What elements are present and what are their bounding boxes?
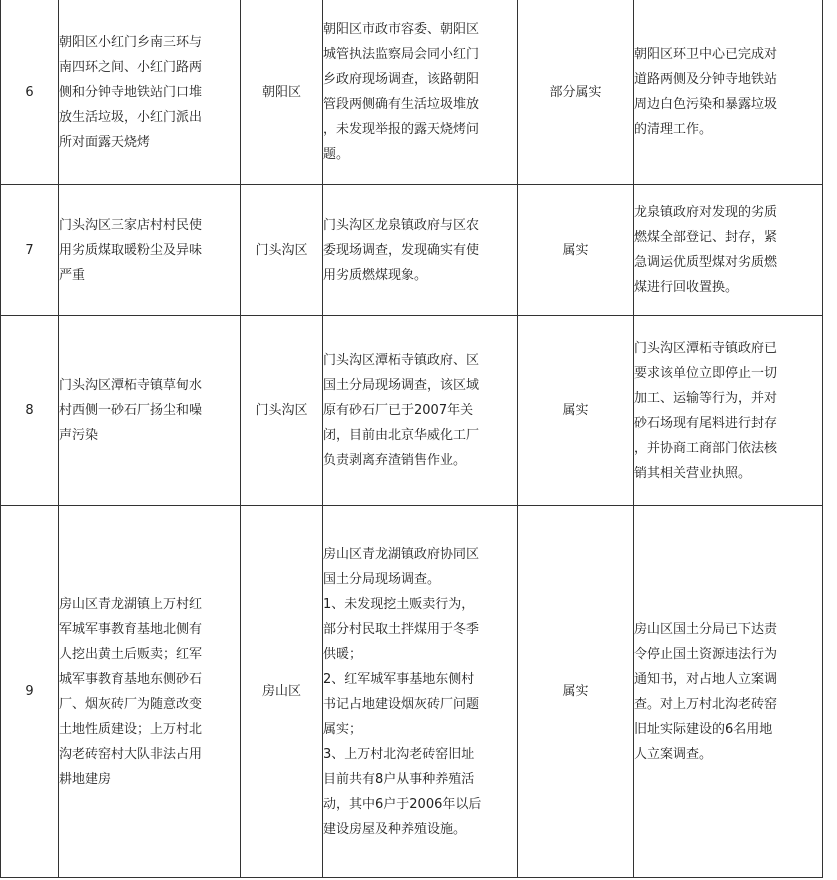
row-number-cell <box>1 185 59 316</box>
verdict-text: 属实 <box>562 242 589 258</box>
issue-text: 朝阳区小红门乡南三环与 南四环之间、小红门路两 侧和分钟寺地铁站门口堆 放生活垃圾，小红门派出 所对面露天烧烤 <box>59 34 203 150</box>
table-row <box>1 0 823 185</box>
issue-cell <box>59 316 241 506</box>
action-cell <box>634 0 823 185</box>
issue-cell <box>59 506 241 878</box>
row-number: 6 <box>25 84 34 100</box>
row-number: 9 <box>25 684 34 699</box>
action-text: 朝阳区环卫中心已完成对 道路两侧及分钟寺地铁站 周边白色污染和暴露垃圾 的清理工作。 <box>634 47 778 137</box>
table-row <box>1 316 823 506</box>
action-cell <box>634 316 823 506</box>
finding-cell <box>323 0 518 185</box>
finding-text: 房山区青龙湖镇政府协同区 国土分局现场调查。 1、未发现挖土贩卖行为， 部分村民取土拌煤用于冬季 供暖； 2、红军城军事基地东侧村 书记占地建设烟灰砖厂问题 属实； 3、上万村北沟老砖窑旧址 目前共有8户从事种养殖活 动，其中6户于2006年以后 建设房屋及种养殖设施。 <box>323 546 482 837</box>
finding-text: 门头沟区龙泉镇政府与区农 委现场调查，发现确实有使 用劣质燃煤现象。 <box>323 217 480 283</box>
district-text: 门头沟区 <box>255 242 308 258</box>
verdict-cell <box>518 0 634 185</box>
district-text: 朝阳区 <box>261 84 301 100</box>
finding-cell <box>323 506 518 878</box>
district-cell <box>241 185 323 316</box>
row-number-cell <box>1 0 59 185</box>
district-cell <box>241 316 323 506</box>
row-number: 7 <box>25 242 34 258</box>
action-cell <box>634 185 823 316</box>
row-number-cell <box>1 506 59 878</box>
row-number: 8 <box>25 403 34 418</box>
finding-cell <box>323 316 518 506</box>
verdict-text: 属实 <box>562 403 589 418</box>
issue-text: 门头沟区三家店村村民使 用劣质煤取暖粉尘及异味 严重 <box>59 217 203 283</box>
verdict-text: 属实 <box>562 684 589 699</box>
verdict-cell <box>518 506 634 878</box>
issue-cell <box>59 185 241 316</box>
district-text: 门头沟区 <box>255 403 308 418</box>
district-cell <box>241 0 323 185</box>
issue-text: 门头沟区潭柘寺镇草甸水 村西侧一砂石厂扬尘和噪 声污染 <box>59 378 203 443</box>
action-cell <box>634 506 823 878</box>
action-text: 门头沟区潭柘寺镇政府已 要求该单位立即停止一切 加工、运输等行为，并对 砂石场现有尾料进行封存 ，并协商工商部门依法核 销其相关营业执照。 <box>634 340 778 481</box>
action-text: 房山区国土分局已下达责 令停止国土资源违法行为 通知书，对占地人立案调 查。对上万村北沟老砖窑 旧址实际建设的6名用地 人立案调查。 <box>634 621 778 762</box>
issue-text: 房山区青龙湖镇上万村红 军城军事教育基地北侧有 人挖出黄土后贩卖；红军 城军事教育基地东侧砂石 厂、烟灰砖厂为随意改变 土地性质建设；上万村北 沟老砖窑村大队非法占用 耕地建房 <box>59 596 203 787</box>
verdict-cell <box>518 185 634 316</box>
finding-text: 朝阳区市政市容委、朝阳区 城管执法监察局会同小红门 乡政府现场调查，该路朝阳 管段两侧确有生活垃圾堆放 ，未发现举报的露天烧烤问 题。 <box>323 22 480 162</box>
finding-text: 门头沟区潭柘寺镇政府、区 国土分局现场调查，该区域 原有砂石厂已于2007年关 闭，目前由北京华威化工厂 负责剥离弃渣销售作业。 <box>323 353 480 468</box>
finding-cell <box>323 185 518 316</box>
table-row <box>1 185 823 316</box>
action-text: 龙泉镇政府对发现的劣质 燃煤全部登记、封存，紧 急调运优质型煤对劣质燃 煤进行回收置换。 <box>634 205 778 295</box>
table-row <box>1 506 823 878</box>
verdict-cell <box>518 316 634 506</box>
district-text: 房山区 <box>261 684 301 699</box>
district-cell <box>241 506 323 878</box>
row-number-cell <box>1 316 59 506</box>
verdict-text: 部分属实 <box>549 84 602 100</box>
issue-cell <box>59 0 241 185</box>
